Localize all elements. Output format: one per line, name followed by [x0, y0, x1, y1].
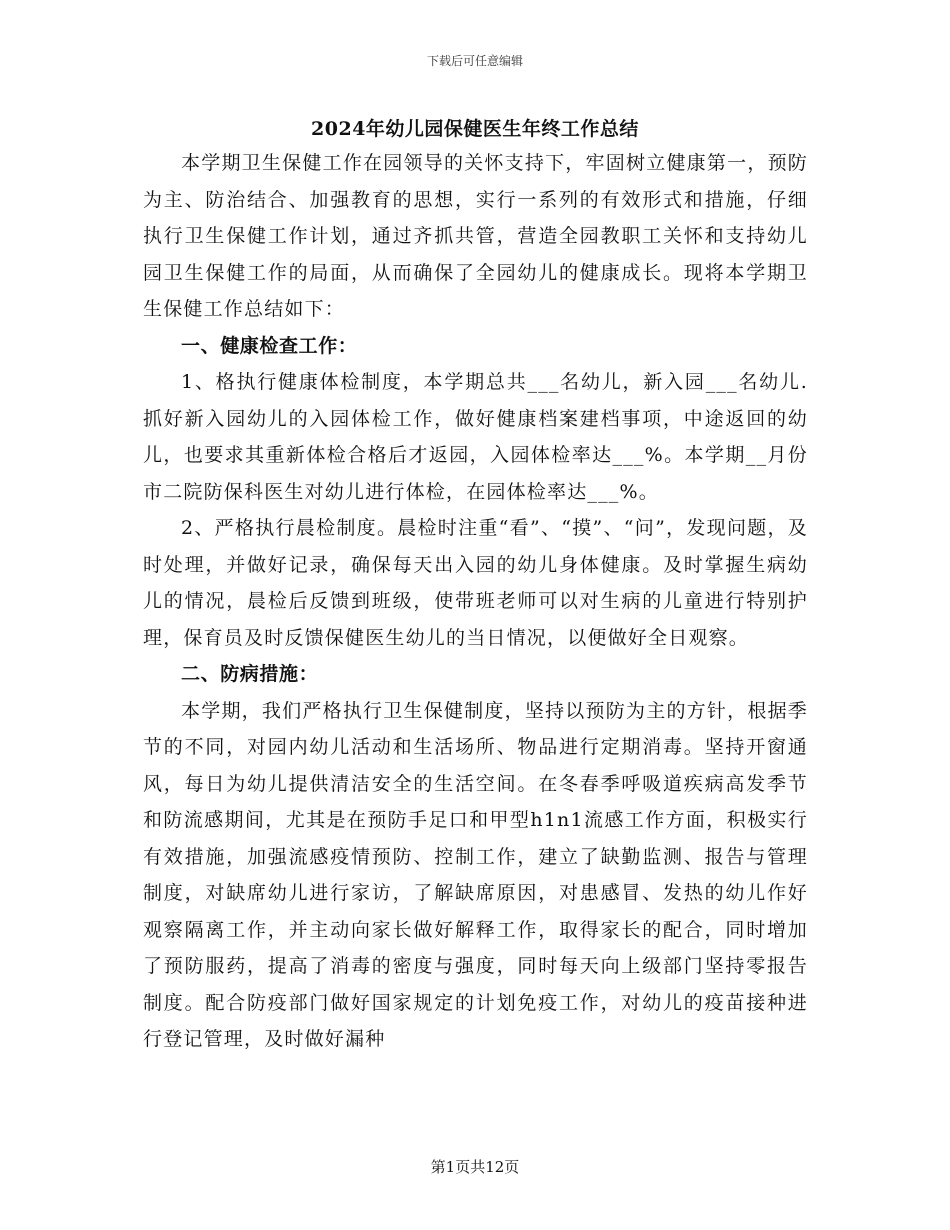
document-title: 2024年幼儿园保健医生年终工作总结: [311, 118, 639, 140]
page-footer: 第1页共12页: [430, 1158, 520, 1176]
paragraph-prevention-measures: 本学期，我们严格执行卫生保健制度，坚持以预防为主的方针，根据季节的不同，对园内幼儿活动和生活场所、物品进行定期消毒。坚持开窗通风，每日为幼儿提供清洁安全的生活空间。在冬春季呼吸道疾病高发季节和防流感期间，尤其是在预防手足口和甲型h1n1流感工作方面，积极实行有效措施，加强流感疫情预防、控制工作，建立了缺勤监测、报告与管理制度，对缺席幼儿进行家访，了解缺席原因，对患感冒、发热的幼儿作好观察隔离工作，并主动向家长做好解释工作，取得家长的配合，同时增加了预防服药，提高了消毒的密度与强度，同时每天向上级部门坚持零报告制度。配合防疫部门做好国家规定的计划免疫工作，对幼儿的疫苗接种进行登记管理，及时做好漏种: [143, 699, 808, 1050]
intro-paragraph: 本学期卫生保健工作在园领导的关怀支持下，牢固树立健康第一，预防为主、防治结合、加强教育的思想，实行一系列的有效形式和措施，仔细执行卫生保健工作计划，通过齐抓共管，营造全园教职工关怀和支持幼儿园卫生保健工作的局面，从而确保了全园幼儿的健康成长。现将本学期卫生保健工作总结如下：: [143, 152, 808, 320]
paragraph-physical-exam: 1、格执行健康体检制度，本学期总共___名幼儿，新入园___名幼儿.抓好新入园幼儿的入园体检工作，做好健康档案建档事项，中途返回的幼儿，也要求其重新体检合格后才返园，入园体检率达___%。本学期__月份市二院防保科医生对幼儿进行体检，在园体检率达___%。: [143, 371, 808, 503]
section-heading-health-check: 一、健康检查工作：: [181, 334, 358, 357]
document-body: [143, 145, 808, 1058]
page-header: 下载后可任意编辑: [426, 54, 523, 68]
paragraph-morning-check: 2、严格执行晨检制度。晨检时注重“看”、“摸”、“问”，发现问题，及时处理，并做好记录，确保每天出入园的幼儿身体健康。及时掌握生病幼儿的情况，晨检后反馈到班级，使带班老师可以对生病的儿童进行特别护理，保育员及时反馈保健医生幼儿的当日情况，以便做好全日观察。: [143, 517, 808, 649]
section-heading-disease-prevention: 二、防病措施：: [181, 663, 319, 685]
